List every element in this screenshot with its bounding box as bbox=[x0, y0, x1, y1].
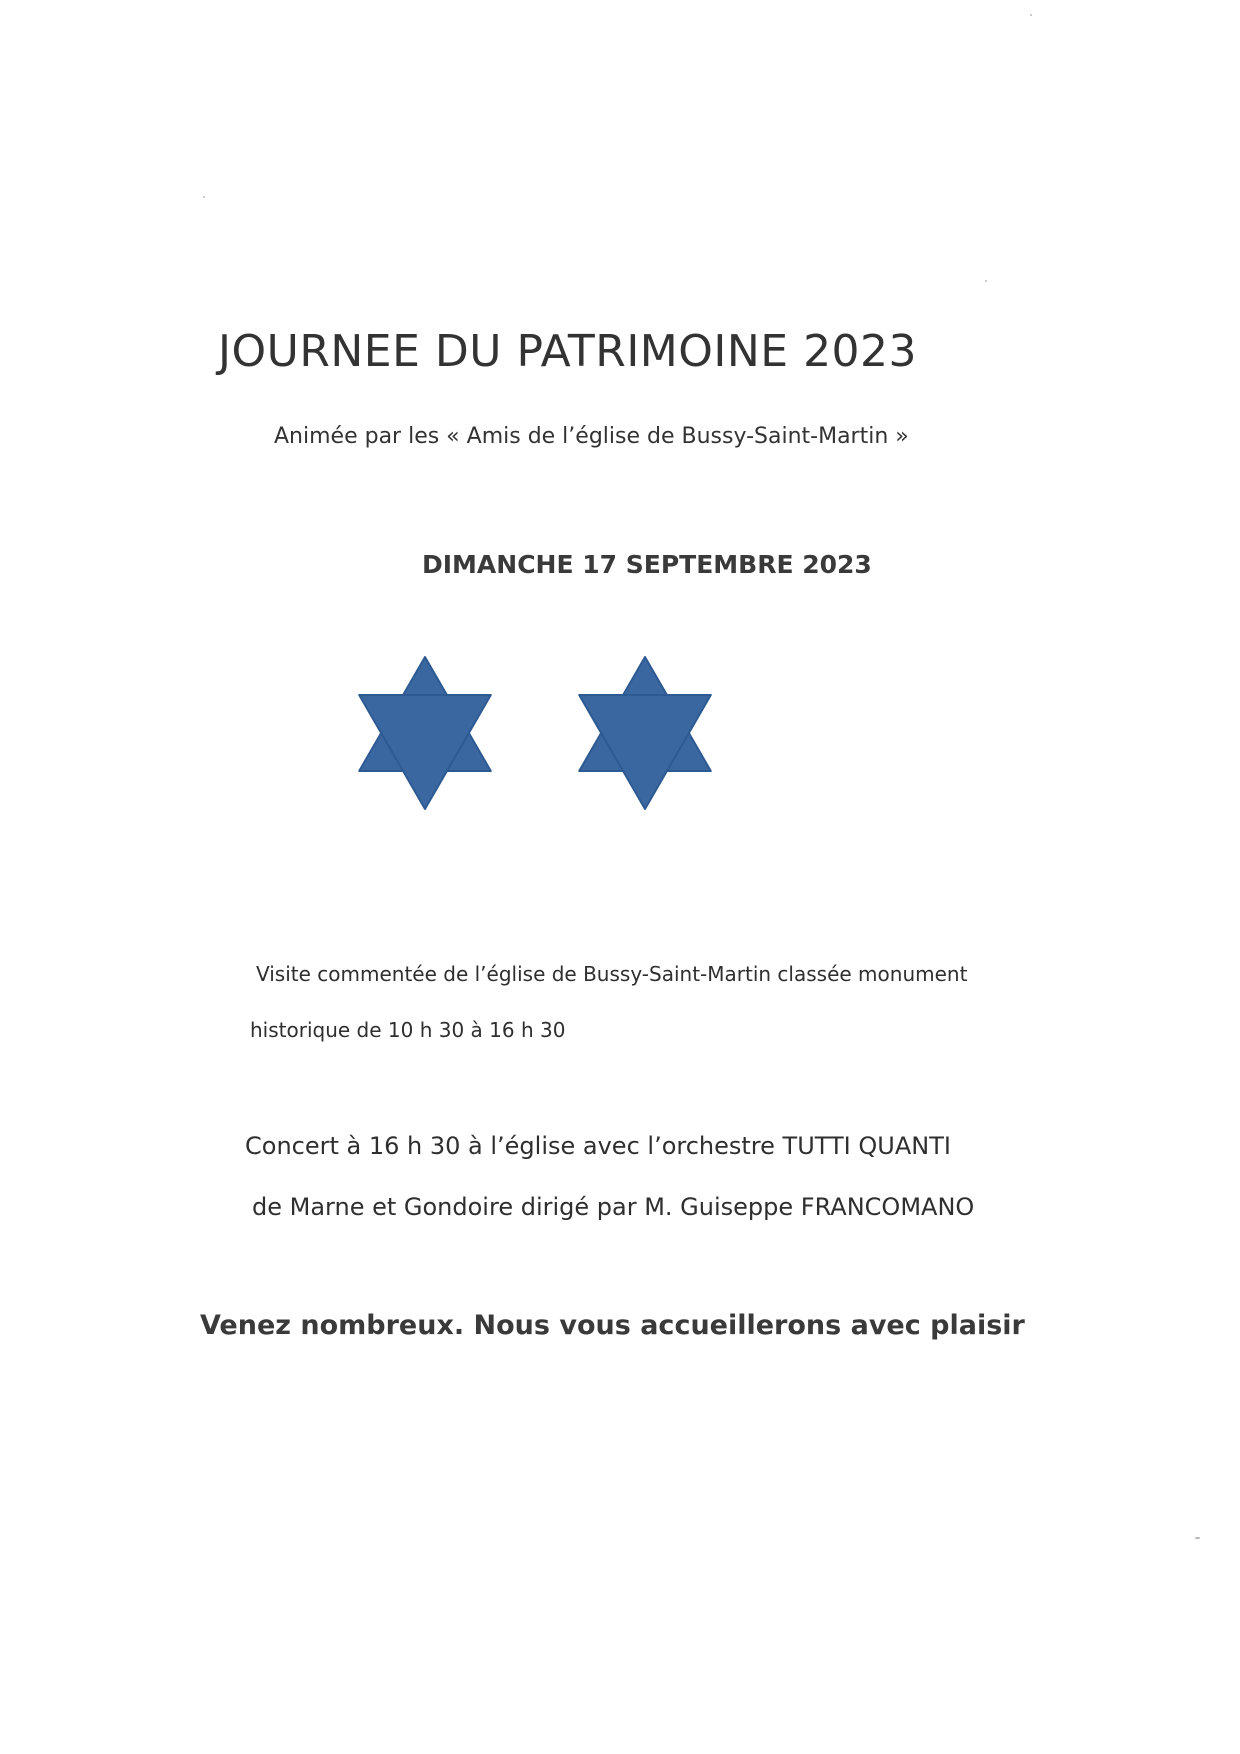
concert-description-line-1: Concert à 16 h 30 à l’église avec l’orchestre TUTTI QUANTI bbox=[245, 1132, 951, 1160]
visit-description-line-2: historique de 10 h 30 à 16 h 30 bbox=[250, 1018, 566, 1042]
six-pointed-star-icon bbox=[359, 657, 491, 809]
scan-speck bbox=[1195, 1537, 1200, 1539]
concert-description-line-2: de Marne et Gondoire dirigé par M. Guiseppe FRANCOMANO bbox=[252, 1193, 975, 1221]
scan-speck bbox=[1030, 14, 1032, 16]
six-pointed-star-icon bbox=[579, 657, 711, 809]
scan-speck bbox=[203, 196, 205, 198]
decorative-stars bbox=[340, 648, 730, 818]
page-title: JOURNEE DU PATRIMOINE 2023 bbox=[218, 326, 918, 377]
scan-speck bbox=[985, 280, 987, 282]
visit-description-line-1: Visite commentée de l’église de Bussy-Saint-Martin classée monument bbox=[256, 962, 968, 986]
organizer-subtitle: Animée par les « Amis de l’église de Bussy-Saint-Martin » bbox=[274, 424, 909, 449]
event-date: DIMANCHE 17 SEPTEMBRE 2023 bbox=[422, 550, 872, 579]
closing-invitation: Venez nombreux. Nous vous accueillerons avec plaisir bbox=[200, 1310, 1025, 1341]
